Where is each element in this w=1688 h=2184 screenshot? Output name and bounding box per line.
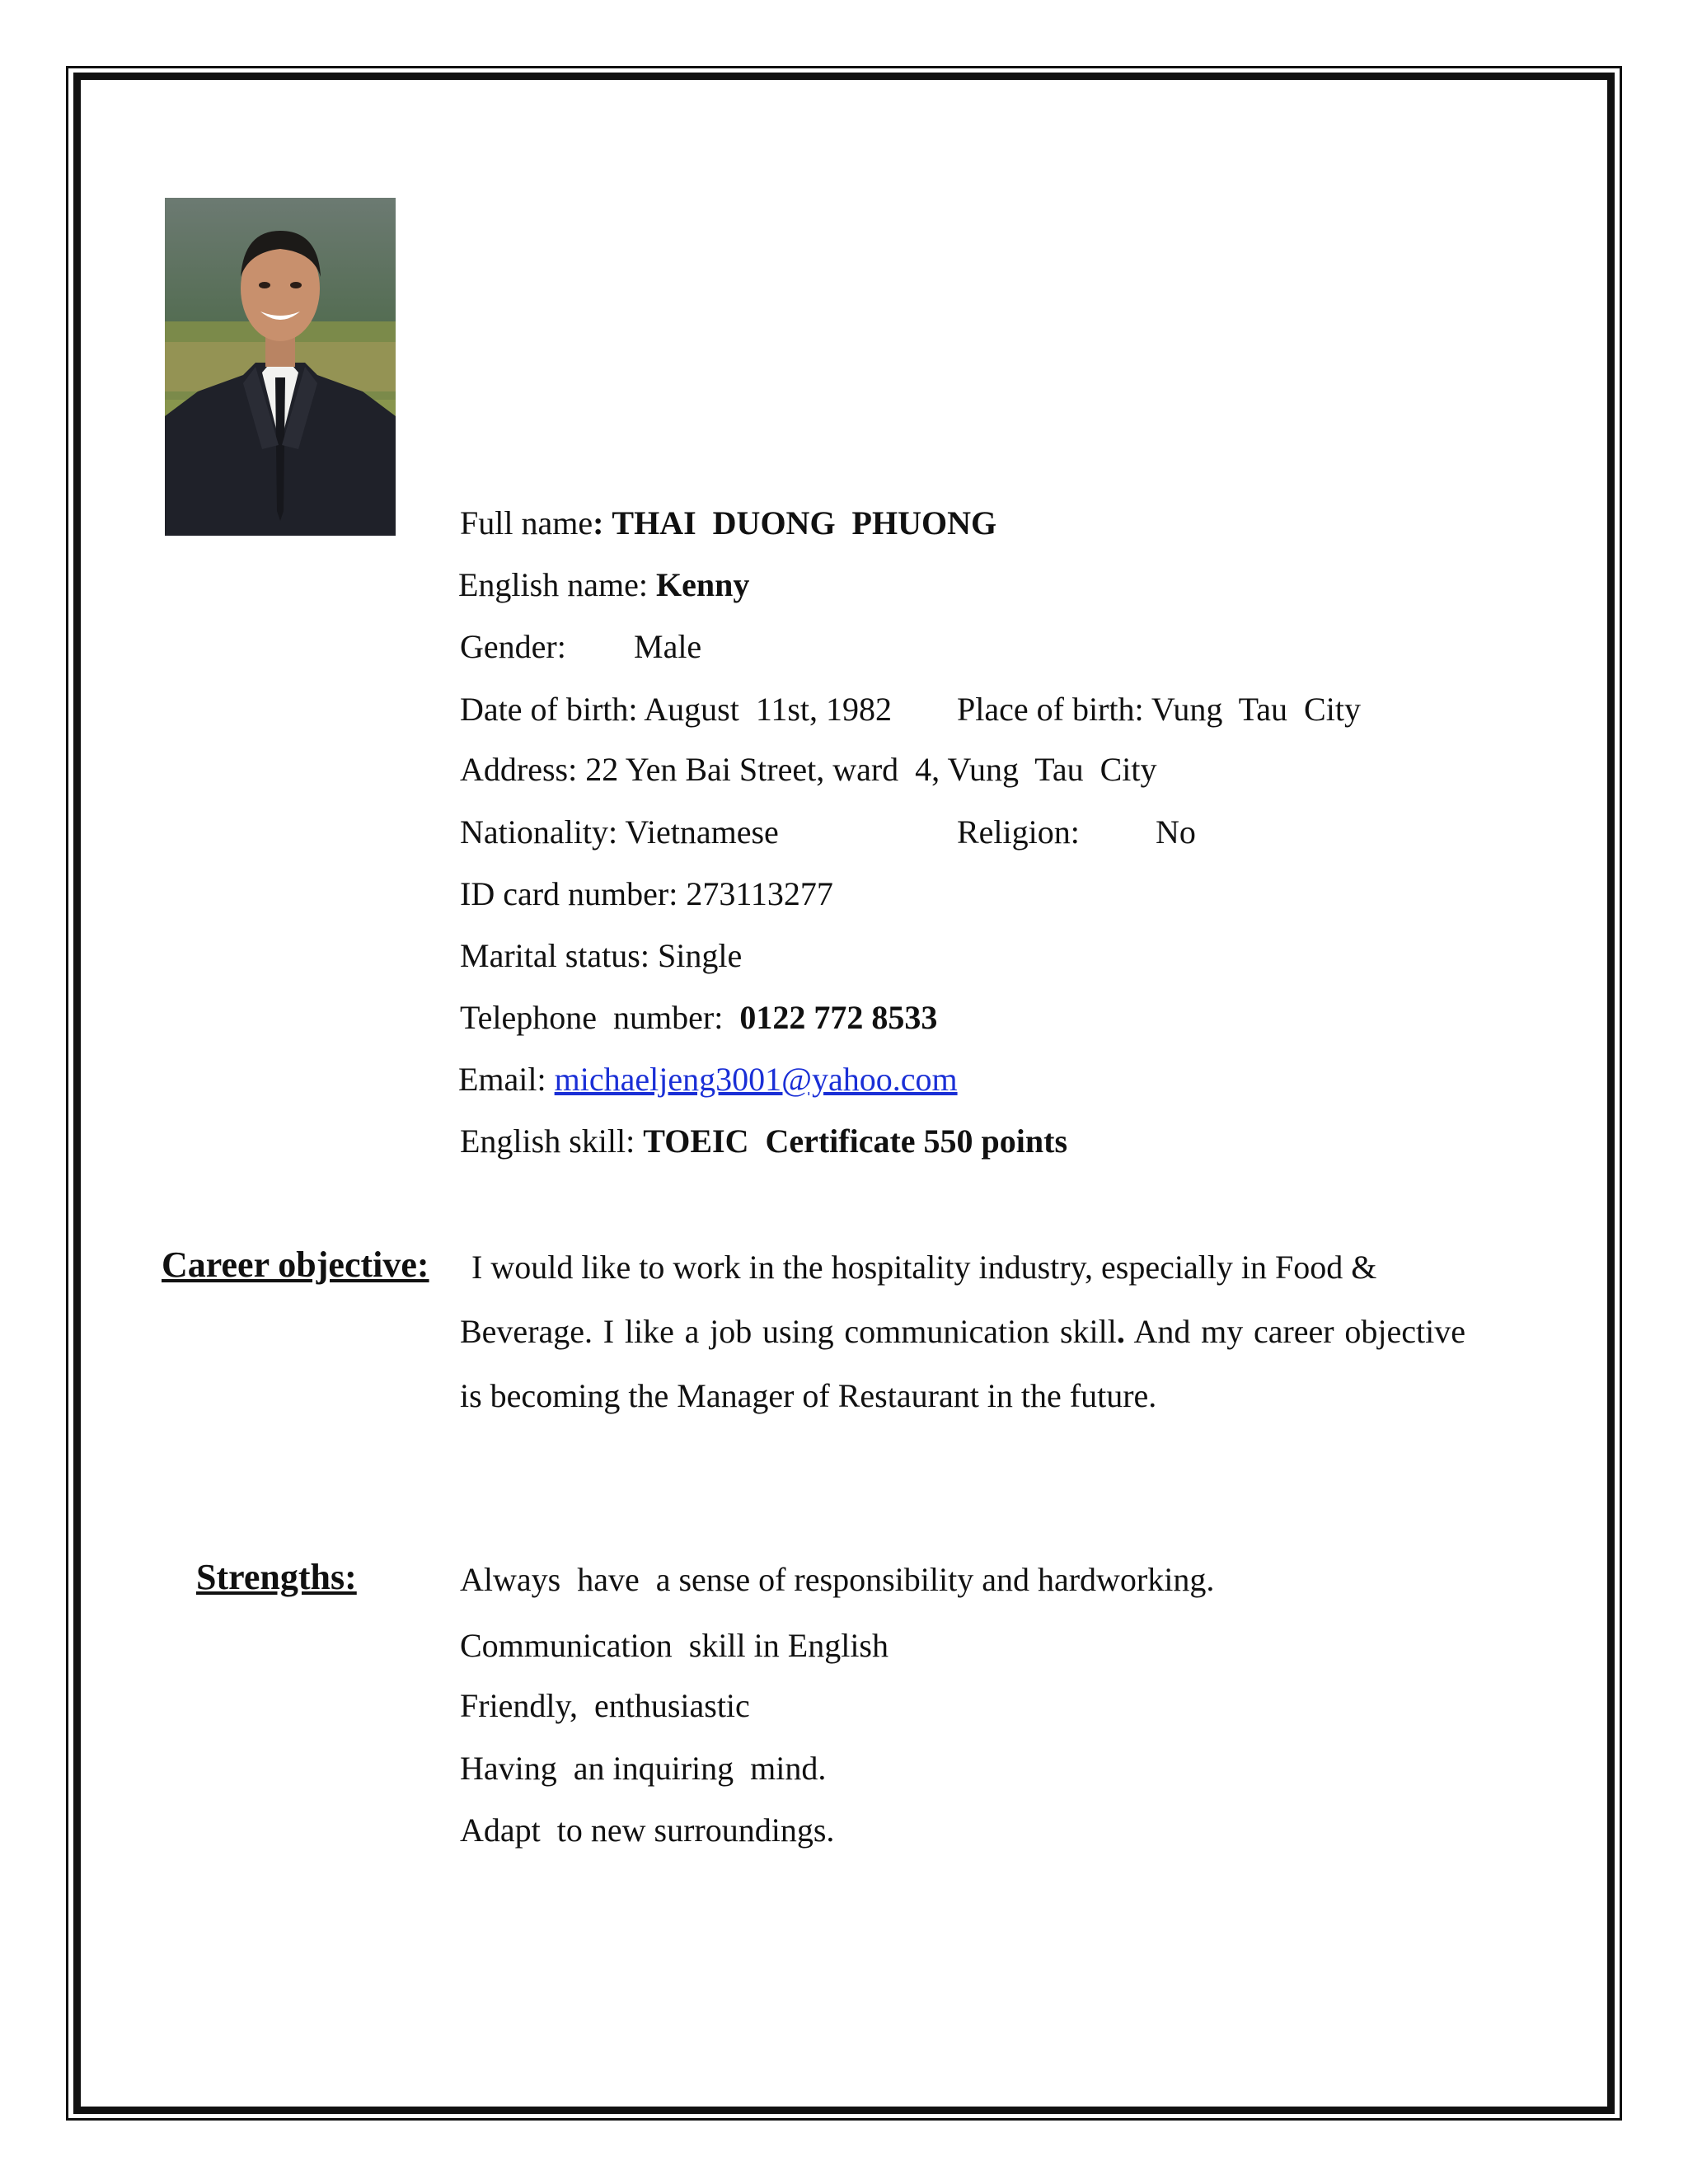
address-row (460, 750, 1157, 790)
id-card-value: 273113277 (686, 875, 833, 912)
marital-row (460, 936, 742, 976)
id-card-row (460, 874, 833, 914)
english-skill-value: TOEIC Certificate 550 points (643, 1122, 1068, 1160)
profile-photo (165, 198, 396, 536)
gender-value: Male (634, 628, 702, 665)
religion-label: Religion: (957, 813, 1080, 851)
pob-label: Place of birth: (957, 691, 1151, 728)
strengths-heading: Strengths: (196, 1557, 357, 1597)
strength-item: Having an inquiring mind. (460, 1750, 827, 1787)
telephone-row (460, 998, 937, 1038)
dob-value: August 11st, 1982 (644, 691, 893, 728)
telephone-label: Telephone number: (460, 999, 740, 1036)
career-objective-text (460, 1300, 1465, 1428)
strength-item: Always have a sense of responsibility and hardworking. (460, 1561, 1215, 1598)
full-name-row (460, 504, 996, 543)
career-objective-line1: I would like to work in the hospitality industry, especially in Food & (471, 1249, 1377, 1286)
pob-row (957, 690, 1361, 729)
nationality-value: Vietnamese (625, 813, 779, 851)
address-value: 22 Yen Bai Street, ward 4, Vung Tau City (585, 751, 1157, 788)
marital-label: Marital status: (460, 937, 658, 974)
full-name-value: THAI DUONG PHUONG (612, 504, 997, 541)
career-objective-dot: . (1116, 1313, 1125, 1350)
pob-value: Vung Tau City (1151, 691, 1361, 728)
email-row (458, 1060, 958, 1099)
religion-value: No (1156, 813, 1196, 851)
english-skill-label: English skill: (460, 1122, 644, 1160)
career-objective-part-b: And my career objective is becoming the Manager of Restaurant in the future. (460, 1313, 1465, 1414)
full-name-label: Full name (460, 504, 593, 541)
english-skill-row (460, 1122, 1067, 1161)
english-name-label: English name: (458, 566, 656, 603)
id-card-label: ID card number: (460, 875, 687, 912)
email-label: Email: (458, 1061, 555, 1098)
nationality-label: Nationality: (460, 813, 626, 851)
career-objective-heading: Career objective: (162, 1244, 429, 1285)
strength-item: Friendly, enthusiastic (460, 1687, 750, 1724)
telephone-value: 0122 772 8533 (739, 999, 938, 1036)
dob-row (460, 690, 892, 729)
career-objective-part-a: Beverage. I like a job using communication skill (460, 1313, 1117, 1350)
dob-label: Date of birth: (460, 691, 645, 728)
strength-item: Communication skill in English (460, 1627, 889, 1664)
gender-label: Gender: (460, 628, 566, 665)
address-label: Address: (460, 751, 586, 788)
english-name-value: Kenny (655, 566, 750, 603)
email-link[interactable]: michaeljeng3001@yahoo.com (554, 1061, 958, 1098)
nationality-row (460, 813, 779, 852)
strength-item: Adapt to new surroundings. (460, 1811, 835, 1849)
marital-value: Single (657, 937, 743, 974)
english-name-row (458, 565, 749, 605)
full-name-colon: : (593, 504, 604, 541)
